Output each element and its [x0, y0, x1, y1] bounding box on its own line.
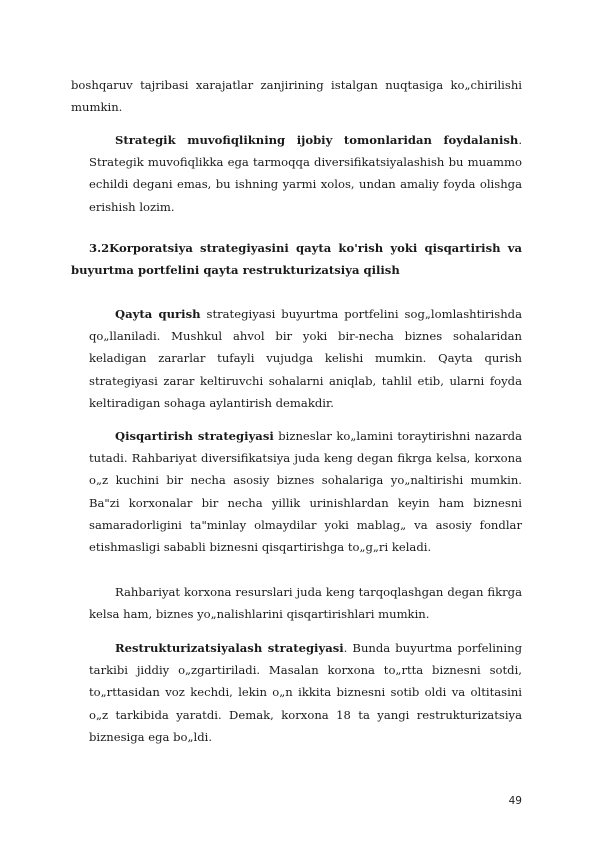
page-number: 49	[508, 795, 522, 807]
paragraph-restructuring-rebuild	[89, 303, 522, 414]
paragraph-text: Rahbariyat korxona resurslari juda keng tarqoqlashgan degan fikrga kelsa ham, biznes yo„nalishlarini qisqartirishlari mumkin.	[89, 585, 522, 622]
paragraph-text: . Bunda buyurtma porfelining tarkibi jiddiy o„zgartiriladi. Masalan korxona to„rtta biznesni sotdi, to„rttasidan voz kechdi, lekin o„n ikkita biznesni sotib oldi va oltitasini o„z tarkibida yaratdi. Demak, korxona 18 ta yangi restrukturizatsiya biznesiga ega bo„ldi.	[89, 641, 522, 744]
paragraph-text: . Strategik muvofiqlikka ega tarmoqqa diversifikatsiyalashish bu muammo echildi degani emas, bu ishning yarmi xolos, undan amaliy foyda olishga erishish lozim.	[89, 133, 522, 214]
paragraph-reduction-strategy	[89, 425, 522, 558]
paragraph-restructurization	[89, 637, 522, 748]
paragraph-text: strategiyasi buyurtma portfelini sog„lomlashtirishda qo„llaniladi. Mushkul ahvol bir yoki bir-necha biznes sohalaridan keladigan zararlar tufayli vujudga kelishi mumkin. Qayta qurish strategiyasi zarar keltiruvchi sohalarni aniqlab, tahlil etib, ularni foyda keltiradigan sohaga aylantirish demakdir.	[89, 307, 522, 410]
paragraph-text: bizneslar ko„lamini toraytirishni nazarda tutadi. Rahbariyat diversifikatsiya juda keng degan fikrga kelsa, korxona o„z kuchini bir necha asosiy biznes sohalariga yo„naltirishi mumkin. Ba"zi korxonalar bir necha yillik urinishlardan keyin ham biznesni samaradorligini ta"minlay olmaydilar yoki mablag„ va asosiy fondlar etishmasligi sababli biznesni qisqartirishga to„g„ri keladi.	[89, 429, 522, 555]
paragraph-lead-bold: Restrukturizatsiyalash strategiyasi	[115, 641, 344, 655]
paragraph-continuation	[71, 74, 522, 118]
section-heading-text: 3.2Korporatsiya strategiyasini qayta ko'rish yoki qisqartirish va buyurtma portfelini qayta restrukturizatsiya qilish	[71, 241, 522, 278]
paragraph-resources	[89, 581, 522, 625]
paragraph-text: boshqaruv tajribasi xarajatlar zanjirining istalgan nuqtasiga ko„chirilishi mumkin.	[71, 78, 522, 115]
section-heading	[71, 237, 522, 281]
paragraph-strategic-fit	[89, 129, 522, 218]
paragraph-lead-bold: Strategik muvofiqlikning ijobiy tomonlaridan foydalanish	[115, 133, 519, 147]
paragraph-lead-bold: Qisqartirish strategiyasi	[115, 429, 274, 443]
paragraph-lead-bold: Qayta qurish	[115, 307, 201, 321]
